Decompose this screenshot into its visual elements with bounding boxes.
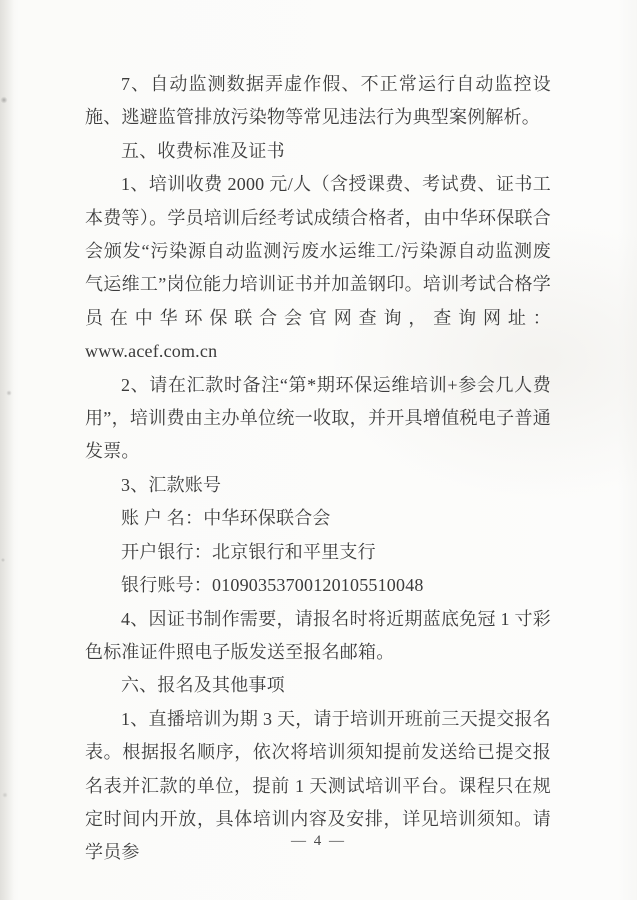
remittance-account-heading-clause-3: 3、汇款账号 <box>121 474 222 495</box>
clause-7-case-analysis: 7、自动监测数据弄虚作假、不正常运行自动监控设施、逃避监管排放污染物等常见违法行为典型案例解析。 <box>85 74 551 128</box>
scan-edge-artifact <box>0 0 14 900</box>
page-number: — 4 — <box>291 833 346 849</box>
section-5-heading-fees-certificate: 五、收费标准及证书 <box>121 140 285 161</box>
registration-clause-1: 1、直播培训为期 3 天，请于培训开班前三天提交报名表。根据报名顺序，依次将培训须知提前发送给已提交报名表并汇款的单位，提前 1 天测试培训平台。课程只在规定时间内开放，具体培训内容及安排，详见培训须知。请学员参 <box>85 708 551 863</box>
document-body <box>85 68 551 870</box>
photo-requirement-clause-4: 4、因证书制作需要，请报名时将近期蓝底免冠 1 寸彩色标准证件照电子版发送至报名邮箱。 <box>85 608 551 662</box>
account-name-line: 账 户 名：中华环保联合会 <box>121 508 331 529</box>
bank-branch-line: 开户银行：北京银行和平里支行 <box>121 541 376 562</box>
bank-account-number-line: 银行账号：01090353700120105510048 <box>121 575 424 596</box>
section-6-heading-registration: 六、报名及其他事项 <box>121 675 285 696</box>
remittance-note-clause-2: 2、请在汇款时备注“第*期环保运维培训+参会几人费用”，培训费由主办单位统一收取，并开具增值税电子普通发票。 <box>85 374 551 462</box>
fee-clause-1: 1、培训收费 2000 元/人（含授课费、考试费、证书工本费等）。学员培训后经考试成绩合格者，由中华环保联合会颁发“污染源自动监测污废水运维工/污染源自动监测废气运维工”岗位能力培训证书并加盖钢印。培训考试合格学员在中华环保联合会官网查询，查询网址：www.acef.com.cn <box>85 174 551 362</box>
